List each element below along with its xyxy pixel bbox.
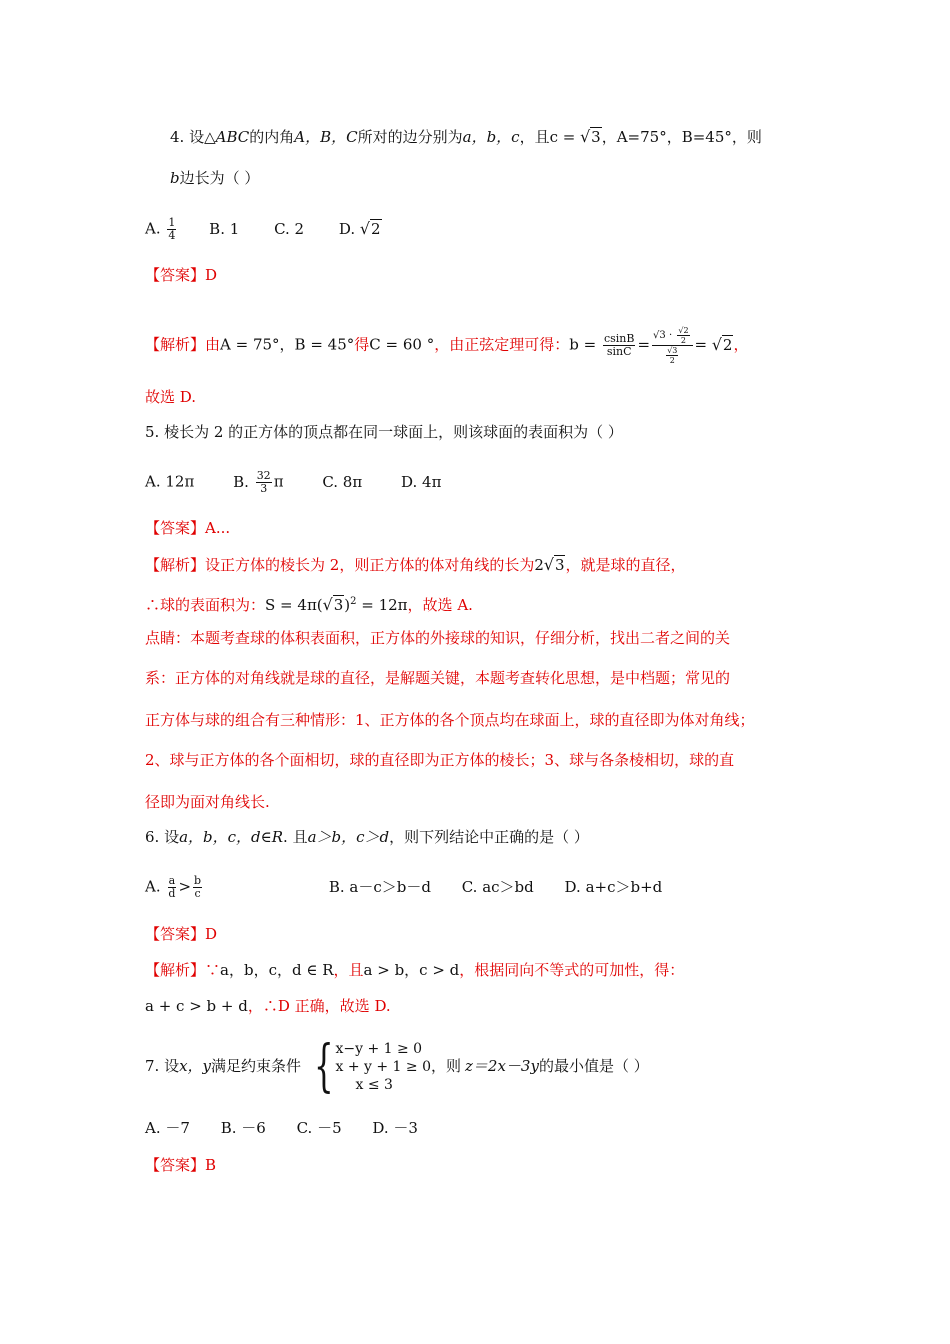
- q4-conclusion: 故选 D.: [145, 388, 197, 406]
- constraint-1: x−y + 1 ≥ 0: [335, 1041, 423, 1057]
- q7-stem: 7. 设x，y满足约束条件 { x−y + 1 ≥ 0 x + y + 1 ≥ 0 x ≤ 3 ，则 z＝2x－3y的最小值是（ ）: [145, 1034, 649, 1099]
- q6-analysis-line2: a + c > b + d，∴D 正确，故选 D.: [145, 997, 391, 1015]
- q5-analysis: 【解析】设正方体的棱长为 2，则正方体的体对角线的长为2√3，就是球的直径，: [145, 555, 686, 574]
- sine-law-value-fraction: √3 · $\frac{√2}{2}$ $\frac{√3}{2}$: [652, 326, 692, 365]
- q4-answer: 【答案】D: [145, 266, 218, 284]
- sine-law-fraction: $\frac{csinB}{\sin C}$: [603, 332, 635, 358]
- constraint-system: [306, 1034, 431, 1099]
- q4-stem: 4. 设△ABC的内角A，B，C所对的边分别为a，b，c，且c = √3，A=75°，B=45°，则: [170, 127, 762, 146]
- constraint-2: x + y + 1 ≥ 0: [335, 1059, 431, 1075]
- q7-options: A. －7 B. －6 C. －5 D. －3: [145, 1119, 418, 1137]
- q6-option-a-right-fraction: $\frac{b}{c}$: [194, 874, 202, 900]
- q5-analysis-line2: ∴球的表面积为：$S = 4\pi(√3)^2 = 12\pi$，故选 A.: [145, 595, 473, 614]
- left-brace: {: [313, 1034, 334, 1099]
- q6-options: A. $\frac{a}{d}$ > $\frac{b}{c}$ B. a－c＞b－d C. ac＞bd D. a+c＞b+d: [145, 874, 663, 900]
- q5-stem: 5. 棱长为 2 的正方体的顶点都在同一球面上，则该球面的表面积为（ ）: [145, 423, 623, 441]
- q5-note-line1: 点睛：本题考查球的体积表面积，正方体的外接球的知识，仔细分析，找出二者之间的关: [145, 629, 731, 647]
- q6-option-a-left-fraction: $\frac{a}{d}$: [168, 874, 176, 900]
- q4-analysis: 【解析】由A = 75°，B = 45°得C = 60 °，由正弦定理可得：b = $\frac{csinB}{\sin C}$ = √3 · $\frac{√2}{2}$ $\frac{√3}{2}$ = √2，: [145, 326, 749, 365]
- q6-answer: 【答案】D: [145, 925, 218, 943]
- q5-note-line5: 径即为面对角线长.: [145, 793, 270, 811]
- sqrt-2: √2: [359, 218, 381, 238]
- q5-note-line3: 正方体与球的组合有三种情形：1、正方体的各个顶点均在球面上，球的直径即为体对角线；: [145, 711, 755, 729]
- q7-answer: 【答案】B: [145, 1156, 217, 1174]
- q5-note-line2: 系：正方体的对角线就是球的直径，是解题关键，本题考查转化思想，是中档题；常见的: [145, 669, 731, 687]
- q4-option-a-fraction: $\frac{1}{4}$: [168, 216, 176, 242]
- q4-stem-line2: b边长为（ ）: [170, 169, 260, 187]
- q5-option-b-fraction: $\frac{32}{3}$: [256, 469, 271, 495]
- q4-options: A. $\frac{1}{4}$ B. 1 C. 2 D. √2: [145, 216, 381, 242]
- q6-stem: 6. 设a，b，c，d∈R. 且a＞b，c＞d，则下列结论中正确的是（ ）: [145, 828, 589, 846]
- q5-options: A. 12π B. $\frac{32}{3}$ π C. 8π D. 4π: [145, 469, 442, 495]
- sqrt-3: √3: [580, 127, 601, 146]
- q5-answer: 【答案】A...: [145, 519, 231, 537]
- constraint-3: x ≤ 3: [355, 1077, 393, 1093]
- q5-note-line4: 2、球与正方体的各个面相切，球的直径即为正方体的棱长；3、球与各条棱相切，球的直: [145, 751, 735, 769]
- q6-analysis: 【解析】∵a，b，c，d ∈ R，且a > b，c > d，根据同向不等式的可加性，得：: [145, 961, 685, 979]
